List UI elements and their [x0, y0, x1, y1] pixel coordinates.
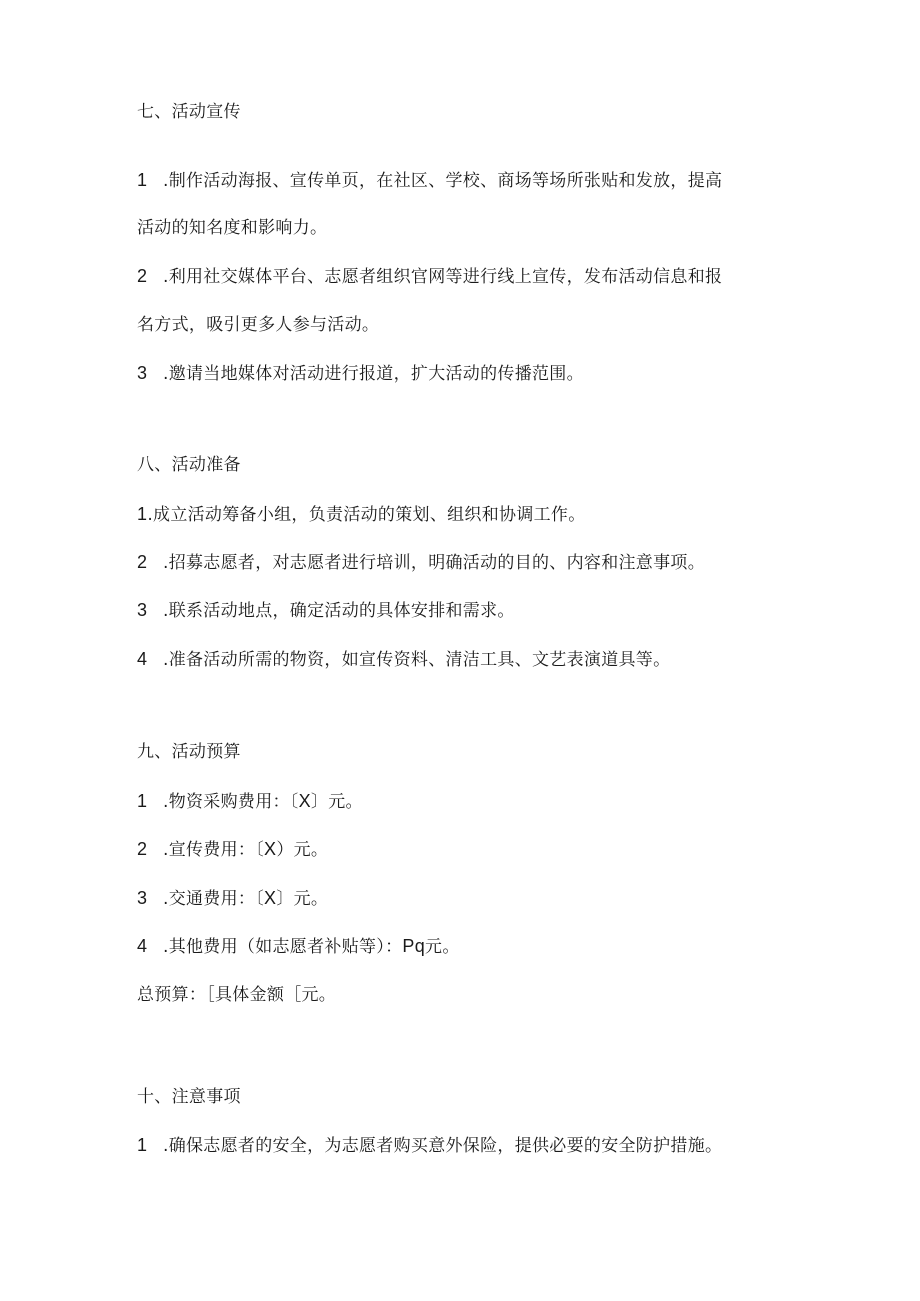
- list-item-line: [137, 1133, 722, 1158]
- amount-placeholder: X: [298, 791, 311, 811]
- list-item-continuation: 活动的知名度和影响力。: [137, 218, 328, 238]
- item-text: .准备活动所需的物资，如宣传资料、清洁工具、文艺表演道具等。: [163, 650, 671, 670]
- item-text: .交通费用：〔: [163, 889, 265, 909]
- item-text-suffix: 〕元。: [310, 792, 363, 812]
- list-item-line: [137, 550, 705, 575]
- list-item-line: [137, 647, 670, 672]
- amount-placeholder: X: [264, 888, 277, 908]
- item-text: .宣传费用：〔: [163, 840, 265, 860]
- item-number: 3: [137, 888, 148, 908]
- budget-item: [137, 934, 460, 959]
- item-number: 2: [137, 839, 148, 859]
- item-text-suffix: 〕元。: [276, 889, 329, 909]
- item-text: .制作活动海报、宣传单页，在社区、学校、商场等场所张贴和发放，提高: [163, 171, 723, 191]
- item-number: 1: [137, 1135, 148, 1155]
- section-heading-preparation: 八、活动准备: [137, 455, 241, 475]
- section-heading-publicity: 七、活动宣传: [137, 102, 241, 122]
- item-number: 2: [137, 266, 148, 286]
- item-number: 2: [137, 552, 148, 572]
- item-number: 1: [137, 170, 148, 190]
- budget-item: [137, 886, 328, 911]
- item-text-suffix: 元。: [425, 937, 460, 957]
- item-text-suffix: ）元。: [276, 840, 329, 860]
- item-number: 4: [137, 649, 148, 669]
- list-item-line: [137, 264, 722, 289]
- item-text: .其他费用（如志愿者补贴等）：: [163, 937, 403, 957]
- item-number: 3: [137, 600, 148, 620]
- item-number: 1: [137, 791, 148, 811]
- section-heading-budget: 九、活动预算: [137, 742, 241, 762]
- budget-item: [137, 837, 328, 862]
- item-text: .确保志愿者的安全，为志愿者购买意外保险，提供必要的安全防护措施。: [163, 1136, 723, 1156]
- budget-total: 总预算：［具体金额［元。: [137, 985, 337, 1005]
- item-text: .邀请当地媒体对活动进行报道，扩大活动的传播范围。: [163, 364, 584, 384]
- item-number: 1: [137, 504, 148, 524]
- item-text: .成立活动筹备小组，负责活动的策划、组织和协调工作。: [147, 505, 586, 525]
- item-number: 3: [137, 363, 148, 383]
- list-item-continuation: 名方式，吸引更多人参与活动。: [137, 315, 380, 335]
- list-item-line: [137, 598, 515, 623]
- item-text: .利用社交媒体平台、志愿者组织官网等进行线上宣传，发布活动信息和报: [163, 267, 723, 287]
- item-text: .联系活动地点，确定活动的具体安排和需求。: [163, 601, 515, 621]
- amount-placeholder: Pq: [402, 936, 426, 956]
- budget-item: [137, 789, 363, 814]
- list-item-line: [137, 168, 722, 193]
- list-item-line: [137, 502, 586, 527]
- list-item-line: [137, 361, 584, 386]
- section-heading-notes: 十、注意事项: [137, 1087, 241, 1107]
- item-number: 4: [137, 936, 148, 956]
- item-text: .招募志愿者，对志愿者进行培训，明确活动的目的、内容和注意事项。: [163, 553, 706, 573]
- amount-placeholder: X: [264, 839, 277, 859]
- item-text: .物资采购费用：〔: [163, 792, 299, 812]
